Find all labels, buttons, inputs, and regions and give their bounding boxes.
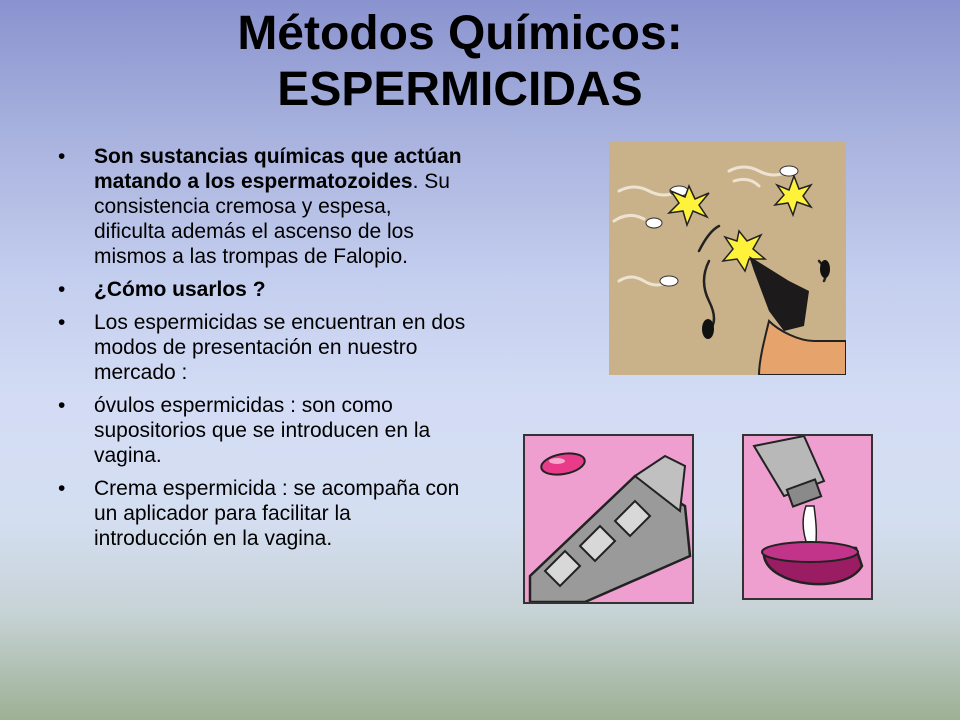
- title-line-2: ESPERMICIDAS: [277, 63, 643, 116]
- slide-title: [0, 6, 920, 118]
- bullet-text: óvulos espermicidas : son como supositorios que se introducen en la vagina.: [94, 394, 431, 467]
- bullet-item: [56, 476, 466, 551]
- bullet-dot: •: [58, 394, 66, 417]
- cream-tube-illustration: [744, 436, 871, 598]
- bullet-bold-text: Son sustancias químicas que actúan matando a los espermatozoides: [94, 145, 462, 193]
- bullet-text: Crema espermicida : se acompaña con un aplicador para facilitar la introducción en la vagina.: [94, 477, 460, 550]
- bullet-item: [56, 310, 466, 385]
- bullet-item: [56, 144, 466, 269]
- bullet-item: [56, 277, 466, 302]
- bullet-text: . Su consistencia cremosa y espesa, dificulta además el ascenso de los mismos a las trompas de Falopio.: [94, 170, 450, 268]
- bullet-item: [56, 393, 466, 468]
- bullet-dot: •: [58, 311, 66, 334]
- sperm-gun-illustration: [609, 141, 846, 375]
- bullet-dot: •: [58, 477, 66, 500]
- ovule-blister-illustration: [525, 436, 692, 602]
- bullet-bold-text: ¿Cómo usarlos ?: [94, 278, 266, 301]
- bullet-dot: •: [58, 278, 66, 301]
- bullet-text: Los espermicidas se encuentran en dos modos de presentación en nuestro mercado :: [94, 311, 466, 384]
- bullet-list: [56, 144, 466, 559]
- title-line-1: Métodos Químicos:: [237, 7, 683, 60]
- bullet-dot: •: [58, 145, 66, 168]
